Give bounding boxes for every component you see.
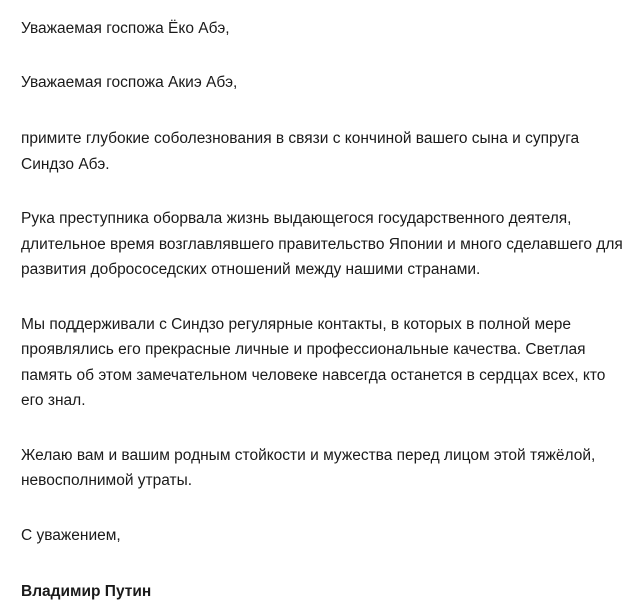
memory-paragraph: Мы поддерживали с Синдзо регулярные контакты, в которых в полной мере проявлялись его прекрасные личные и профессиональные качества. Светлая память об этом замечательном человеке навсегда останется в сердцах всех, кто его знал. [21,315,606,409]
tribute-paragraph: Рука преступника оборвала жизнь выдающегося государственного деятеля, длительное время возглавлявшего правительство Японии и много сделавшего для развития добрососедских отношений между нашими странами. [21,210,623,278]
wishes-paragraph: Желаю вам и вашим родным стойкости и мужества перед лицом этой тяжёлой, невосполнимой утраты. [21,446,596,489]
closing-line: С уважением, [21,526,121,544]
signature: Владимир Путин [21,583,152,600]
letter-body [21,16,631,605]
condolence-paragraph: примите глубокие соболезнования в связи с кончиной вашего сына и супруга Синдзо Абэ. [21,130,580,173]
salutation-second: Уважаемая госпожа Акиэ Абэ, [21,73,238,91]
salutation-first: Уважаемая госпожа Ёко Абэ, [21,20,230,37]
